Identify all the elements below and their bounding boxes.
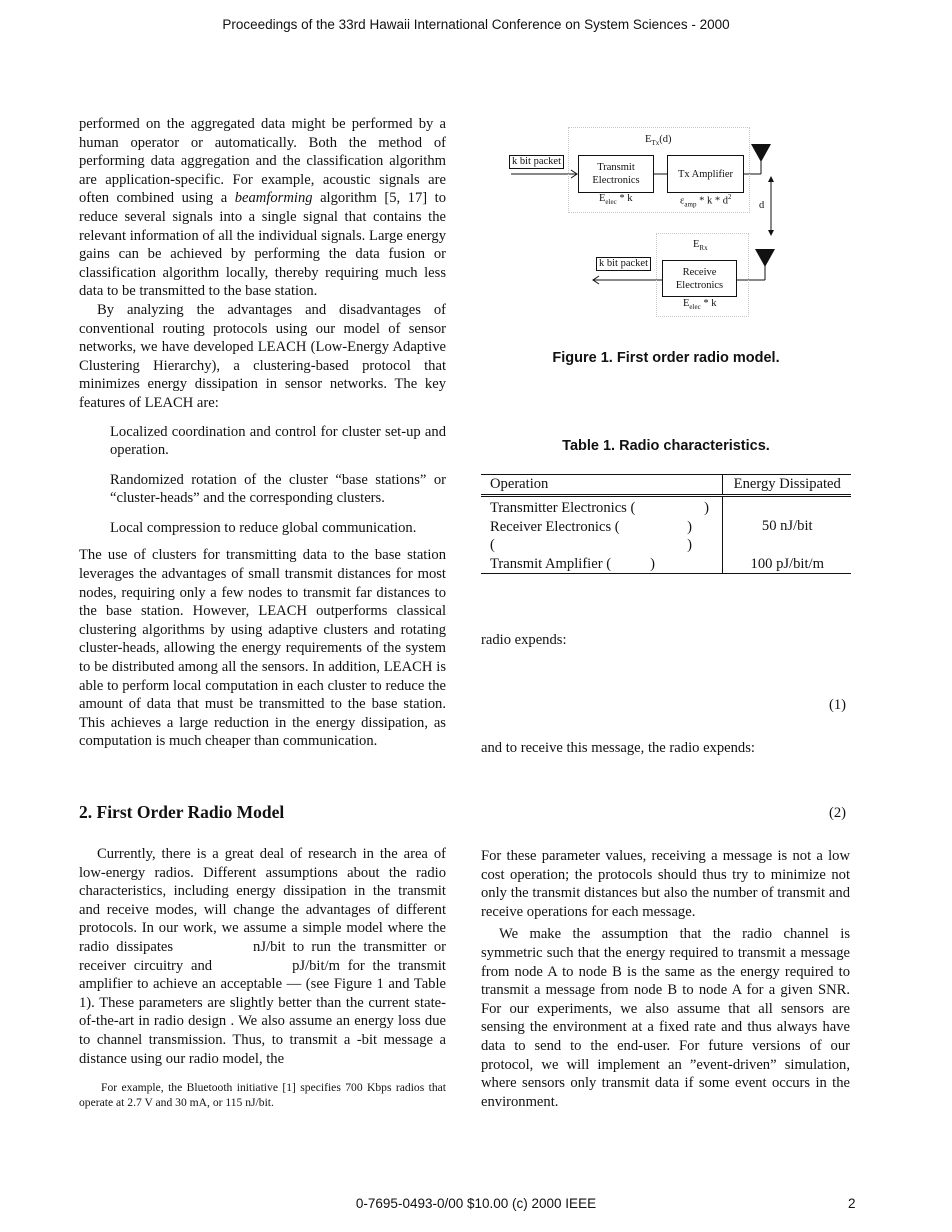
paragraph-parameter-values: For these parameter values, receiving a message is not a low cost operation; the protocols should thus try to minimize not only the transmit distances but also the number of transmit and receive operations for each message.: [481, 848, 850, 920]
text-span: performed on the aggregated data might be performed by a human operator or automatically. Both the method of performing data aggregation and the classification algorithm are application-specific. For example, acoustic signals are often combined using a: [79, 116, 446, 207]
column-header-energy: Energy Dissipated: [723, 475, 851, 496]
left-column: [79, 115, 446, 751]
paragraph-clusters: The use of clusters for transmitting data to the base station leverages the advantages of small transmit distances for most nodes, requiring only a few nodes to transmit far distances to the base station. However, LEACH outperforms classical clustering algorithms by using adaptive clusters and rotating cluster-heads, allowing the energy requirements of the system to be distributed among all the sensors. In addition, LEACH is able to perform local computation in each cluster to reduce the amount of data that must be transmitted to the base station. This achieves a large reduction in the energy dissipation, as computation is much cheaper than communication.: [79, 547, 446, 750]
input-packet-label: k bit packet: [509, 155, 564, 169]
output-packet-label: k bit packet: [596, 257, 651, 271]
page-number: 2: [848, 1196, 856, 1211]
operation-cell: Transmit Amplifier (: [490, 555, 612, 572]
subscript: elec: [605, 198, 617, 207]
block-label: Electronics: [592, 175, 640, 186]
block-label: Transmit: [597, 162, 635, 173]
receive-electronics-block: [662, 260, 737, 297]
text-span: nJ/bit to run the transmitter or receiver circuitry and: [79, 938, 446, 974]
radio-model-diagram: [505, 125, 795, 320]
symbol: * k: [703, 298, 717, 309]
superscript: 2: [727, 193, 732, 201]
table-row: [481, 555, 851, 574]
rx-antenna-icon: [755, 249, 775, 267]
paren: ): [687, 537, 692, 553]
section-heading: 2. First Order Radio Model: [79, 802, 285, 822]
feature-item: Local compression to reduce global communication.: [110, 519, 417, 536]
symbol: E: [645, 134, 652, 145]
operation-cell: (: [490, 537, 495, 553]
subscript: Tx: [651, 139, 660, 148]
text-span: for the transmit amplifier to achieve an acceptable — (see Figure 1 and Table 1). These parameters are slightly better than the current state-of-the-art in radio design . We also assume an energy loss due to channel transmission. Thus, to transmit a -bit message a distance using our radio model, the: [79, 957, 446, 1067]
block-label: Receive: [682, 266, 717, 278]
table-caption: Table 1. Radio characteristics.: [562, 438, 770, 454]
footnote: [79, 1080, 446, 1110]
rx-elec-formula: [683, 298, 716, 311]
radio-expends-text: radio expends:: [481, 632, 567, 648]
feature-item: Localized coordination and control for cluster set-up and operation.: [110, 423, 446, 459]
subscript: amp: [684, 200, 697, 209]
radio-characteristics-table: [481, 474, 851, 574]
energy-cell: 50 nJ/bit: [723, 496, 851, 555]
paragraph-leach-intro: By analyzing the advantages and disadvantages of conventional routing protocols using our model of sensor networks, we have developed LEACH (Low-Energy Adaptive Clustering Hierarchy), a clustering-based protocol that minimizes energy dissipation in sensor networks. The key features of LEACH are:: [79, 301, 446, 411]
table-row: [481, 496, 851, 518]
equation-number-2: (2): [829, 805, 847, 821]
paragraph-radio-model: [79, 845, 446, 1068]
subscript: Rx: [699, 244, 708, 253]
paragraph-symmetric-channel: We make the assumption that the radio channel is symmetric such that the energy required to transmit a message from node A to node B is the same as the energy required to transmit a message from node B to node A for a given SNR. For our experiments, we also assume that all sensors are sensing the environment at a fixed rate and thus always have data to send to the end-user. For future versions of our protocol, we will implement an ”event-driven” simulation, where sensors only transmit data if some event occurs in the environment.: [481, 926, 850, 1110]
paren: ): [650, 555, 655, 572]
right-column-body: [481, 847, 850, 1111]
symbol: * k: [619, 193, 633, 204]
amp-formula: [680, 193, 731, 209]
symbol: ε: [680, 195, 685, 207]
operation-cell: Receiver Electronics (: [490, 518, 620, 535]
block-label: Tx Amplifier: [677, 168, 734, 180]
tx-antenna-icon: [751, 144, 771, 162]
feature-list: [110, 423, 446, 538]
footnote-text: For example, the Bluetooth initiative [1] specifies 700 Kbps radios that operate at 2.7 V and 30 mA, or 115 nJ/bit.: [79, 1081, 446, 1109]
transmit-electronics-block: [578, 155, 654, 193]
text-span: pJ/bit/m: [292, 957, 340, 974]
symbol: * k * d: [699, 195, 728, 207]
paren: ): [687, 518, 692, 535]
paragraph-aggregation: [79, 115, 446, 301]
feature-item: Randomized rotation of the cluster “base stations” or “cluster-heads” and the corresponding clusters.: [110, 471, 446, 507]
figure-caption: Figure 1. First order radio model.: [552, 350, 780, 366]
italic-term: beamforming: [234, 190, 313, 207]
receive-expends-text: and to receive this message, the radio expends:: [481, 740, 755, 756]
left-column-section2: [79, 845, 446, 1068]
column-header-operation: Operation: [481, 475, 723, 496]
symbol: E: [693, 239, 700, 250]
copyright-footer: 0-7695-0493-0/00 $10.00 (c) 2000 IEEE: [355, 1196, 597, 1211]
running-header: Proceedings of the 33rd Hawaii International Conference on System Sciences - 2000: [222, 17, 730, 32]
tx-elec-formula: [599, 193, 632, 206]
distance-label: d: [759, 200, 765, 211]
text-span: algorithm [5, 17] to reduce several signals into a single signal that contains the relevant information of all the individual signals. Large energy gains can be achieved by performing the data fusion or classification algorithm locally, thereby requiring much less data to be transmitted to the base station.: [79, 190, 446, 300]
operation-cell: Transmitter Electronics (: [490, 500, 636, 516]
energy-cell: 100 pJ/bit/m: [723, 555, 851, 574]
paren: ): [704, 500, 709, 516]
symbol: E: [599, 193, 606, 204]
symbol: (d): [659, 134, 672, 145]
text-span: Currently, there is a great deal of research in the area of low-energy radios. Different assumptions about the radio characteristics, including energy dissipation in the transmit and receive modes, will change the advantages of different protocols. In our work, we assume a simple model where the radio dissipates: [79, 846, 446, 955]
symbol: E: [683, 298, 690, 309]
subscript: elec: [689, 303, 701, 312]
block-label: Electronics: [675, 279, 724, 291]
rx-energy-label: [693, 239, 708, 252]
equation-number-1: (1): [829, 697, 847, 713]
tx-amplifier-block: [667, 155, 744, 193]
tx-energy-label: [645, 134, 671, 147]
